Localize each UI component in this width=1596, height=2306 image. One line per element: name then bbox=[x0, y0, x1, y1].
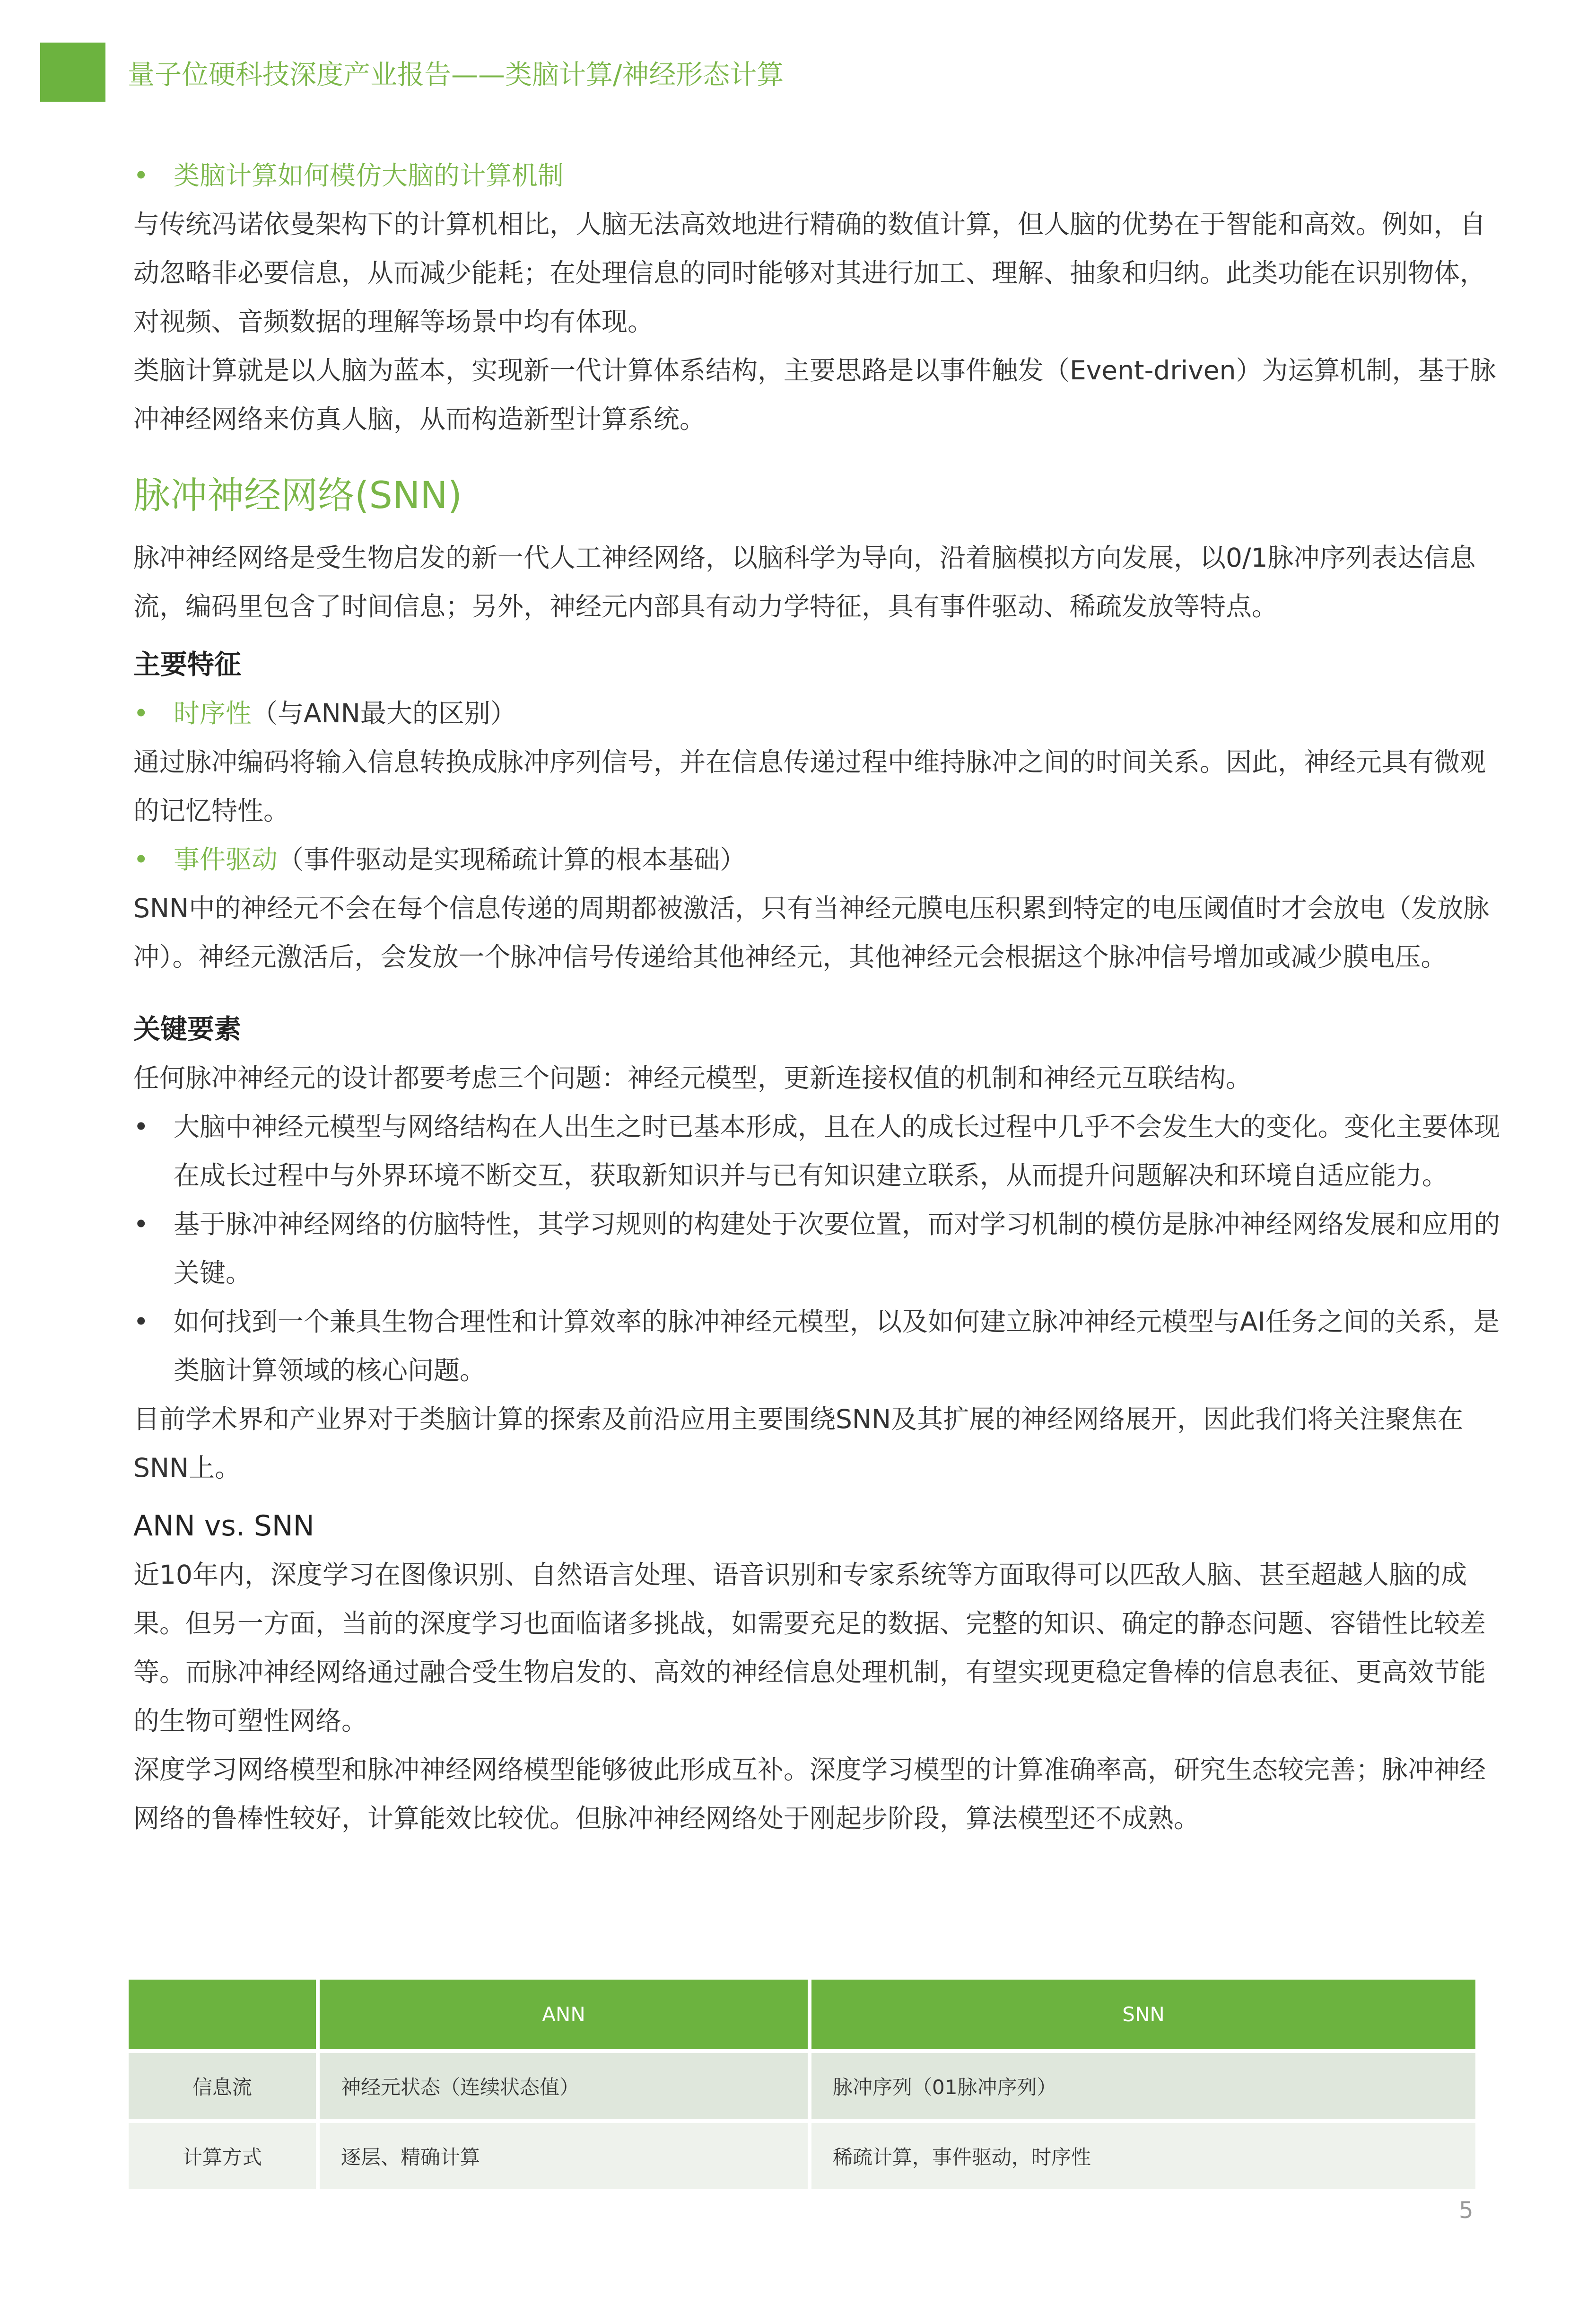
table-row bbox=[129, 2051, 1475, 2121]
table-row-label: 计算方式 bbox=[129, 2121, 318, 2189]
table-cell-snn: 脉冲序列（01脉冲序列） bbox=[810, 2051, 1475, 2121]
bullet-dot-icon: • bbox=[133, 1209, 149, 1239]
comparison-table bbox=[129, 1980, 1475, 2189]
snn-paragraph: 脉冲神经网络是受生物启发的新一代人工神经网络，以脑科学为导向，沿着脑模拟方向发展，以0/1脉冲序列表达信息流，编码里包含了时间信息；另外，神经元内部具有动力学特征，具有事件驱动、稀疏发放等特点。 bbox=[133, 543, 1476, 622]
snn-section-title: 脉冲神经网络(SNN) bbox=[133, 474, 462, 517]
list-item bbox=[133, 1200, 1505, 1298]
features-heading: 主要特征 bbox=[133, 649, 241, 680]
bullet-dot-icon: • bbox=[133, 698, 149, 728]
comparison-heading: ANN vs. SNN bbox=[133, 1509, 314, 1543]
elements-heading: 关键要素 bbox=[133, 1014, 241, 1045]
feature-item-timing-title: 时序性 bbox=[174, 698, 252, 728]
feature-item-event-title: 事件驱动 bbox=[174, 844, 278, 875]
table-cell-ann: 神经元状态（连续状态值） bbox=[318, 2051, 810, 2121]
table-header-ann: ANN bbox=[318, 1980, 810, 2051]
comparison-paragraph-2: 深度学习网络模型和脉冲神经网络模型能够彼此形成互补。深度学习模型的计算准确率高，研究生态较完善；脉冲神经网络的鲁棒性较好，计算能效比较优。但脉冲神经网络处于刚起步阶段，算法模型还不成熟。 bbox=[133, 1754, 1486, 1833]
table-header-snn: SNN bbox=[810, 1980, 1475, 2051]
page-content bbox=[133, 151, 1505, 1843]
feature-item-event-note: （事件驱动是实现稀疏计算的根本基础） bbox=[278, 844, 746, 875]
intro-paragraph-2: 类脑计算就是以人脑为蓝本，实现新一代计算体系结构，主要思路是以事件触发（Event-driven）为运算机制，基于脉冲神经网络来仿真人脑，从而构造新型计算系统。 bbox=[133, 355, 1496, 434]
list-item-text: 如何找到一个兼具生物合理性和计算效率的脉冲神经元模型，以及如何建立脉冲神经元模型与AI任务之间的关系，是类脑计算领域的核心问题。 bbox=[174, 1306, 1500, 1385]
table-cell-snn: 稀疏计算，事件驱动，时序性 bbox=[810, 2121, 1475, 2189]
intro-paragraph-1: 与传统冯诺依曼架构下的计算机相比，人脑无法高效地进行精确的数值计算，但人脑的优势在于智能和高效。例如，自动忽略非必要信息，从而减少能耗；在处理信息的同时能够对其进行加工、理解、抽象和归纳。此类功能在识别物体，对视频、音频数据的理解等场景中均有体现。 bbox=[133, 209, 1486, 337]
list-item-text: 基于脉冲神经网络的仿脑特性，其学习规则的构建处于次要位置，而对学习机制的模仿是脉冲神经网络发展和应用的关键。 bbox=[174, 1209, 1500, 1288]
feature-event-text: SNN中的神经元不会在每个信息传递的周期都被激活，只有当神经元膜电压积累到特定的电压阈值时才会放电（发放脉冲）。神经元激活后，会发放一个脉冲信号传递给其他神经元，其他神经元会根据这个脉冲信号增加或减少膜电压。 bbox=[133, 893, 1490, 972]
table-row-label: 信息流 bbox=[129, 2051, 318, 2121]
list-item bbox=[133, 1298, 1505, 1395]
intro-bullet-text: 类脑计算如何模仿大脑的计算机制 bbox=[174, 160, 564, 191]
bullet-dot-icon: • bbox=[133, 1306, 149, 1337]
list-item-text: 大脑中神经元模型与网络结构在人出生之时已基本形成，且在人的成长过程中几乎不会发生大的变化。变化主要体现在成长过程中与外界环境不断交互，获取新知识并与已有知识建立联系，从而提升问题解决和环境自适应能力。 bbox=[174, 1112, 1500, 1191]
table-row bbox=[129, 2121, 1475, 2189]
bullet-dot-icon: • bbox=[133, 1112, 149, 1142]
page-number: 5 bbox=[1459, 2197, 1474, 2224]
comparison-paragraph-1: 近10年内，深度学习在图像识别、自然语言处理、语音识别和专家系统等方面取得可以匹敌人脑、甚至超越人脑的成果。但另一方面，当前的深度学习也面临诸多挑战，如需要充足的数据、完整的知识、确定的静态问题、容错性比较差等。而脉冲神经网络通过融合受生物启发的、高效的神经信息处理机制，有望实现更稳定鲁棒的信息表征、更高效节能的生物可塑性网络。 bbox=[133, 1560, 1486, 1736]
intro-bullet bbox=[133, 151, 1505, 200]
report-title: 量子位硬科技深度产业报告——类脑计算/神经形态计算 bbox=[128, 59, 784, 90]
bullet-dot-icon: • bbox=[133, 844, 149, 875]
table-cell-ann: 逐层、精确计算 bbox=[318, 2121, 810, 2189]
bullet-dot-icon: • bbox=[133, 160, 149, 191]
table-header-row bbox=[129, 1980, 1475, 2051]
elements-outro: 目前学术界和产业界对于类脑计算的探索及前沿应用主要围绕SNN及其扩展的神经网络展开，因此我们将关注聚焦在SNN上。 bbox=[133, 1404, 1464, 1483]
list-item bbox=[133, 1103, 1505, 1200]
feature-item-event bbox=[133, 835, 1505, 884]
feature-item-timing-note: （与ANN最大的区别） bbox=[252, 698, 516, 728]
feature-item-timing bbox=[133, 689, 1505, 738]
feature-timing-text: 通过脉冲编码将输入信息转换成脉冲序列信号，并在信息传递过程中维持脉冲之间的时间关系。因此，神经元具有微观的记忆特性。 bbox=[133, 747, 1486, 826]
elements-intro: 任何脉冲神经元的设计都要考虑三个问题：神经元模型，更新连接权值的机制和神经元互联结构。 bbox=[133, 1063, 1252, 1093]
header-color-block bbox=[40, 43, 105, 102]
table-header-empty bbox=[129, 1980, 318, 2051]
